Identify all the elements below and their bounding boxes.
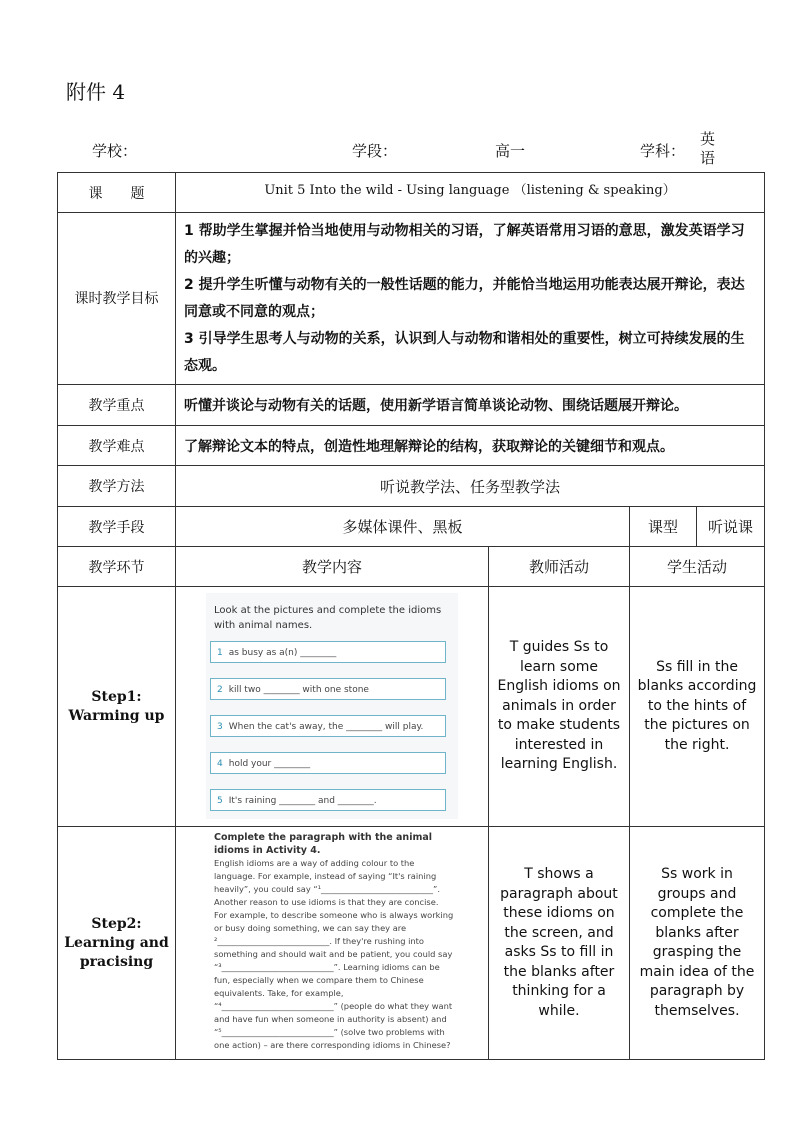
idiom-item: 4 hold your ________ [210, 752, 446, 774]
attachment-label: 附件 4 [66, 80, 126, 104]
difficulties-value: 了解辩论文本的特点，创造性地理解辩论的结构，获取辩论的关键细节和观点。 [176, 426, 765, 466]
goals-label: 课时教学目标 [58, 213, 176, 385]
difficulties-label: 教学难点 [58, 426, 176, 466]
step-row [58, 587, 765, 827]
subject-value: 英语 [700, 130, 716, 167]
student-activity: Ss work in groups and complete the blanks after grasping the main idea of the paragraph by themselves. [630, 827, 765, 1060]
goal-item: 2 提升学生听懂与动物有关的一般性话题的能力，并能恰当地运用功能表达展开辩论，表达同意或不同意的观点； [184, 276, 745, 320]
key-points-value: 听懂并谈论与动物有关的话题，使用新学语言简单谈论动物、围绕话题展开辩论。 [176, 385, 765, 426]
column-header-row [58, 547, 765, 587]
goals-row [58, 213, 765, 385]
idiom-item: 5 It's raining ________ and ________. [210, 789, 446, 811]
idiom-item: 2 kill two ________ with one stone [210, 678, 446, 700]
idiom-item: 3 When the cat's away, the ________ will play. [210, 715, 446, 737]
goals-list [176, 213, 765, 385]
key-points-label: 教学重点 [58, 385, 176, 426]
step-name: Step2: Learning and pracising [58, 827, 176, 1060]
step-name: Step1: Warming up [58, 587, 176, 827]
means-label: 教学手段 [58, 507, 176, 547]
school-label: 学校： [92, 142, 138, 160]
step-content [176, 587, 489, 827]
teacher-activity: T guides Ss to learn some English idioms on animals in order to make students interested in learning English. [489, 587, 630, 827]
methods-label: 教学方法 [58, 466, 176, 507]
student-activity: Ss fill in the blanks according to the hints of the pictures on the right. [630, 587, 765, 827]
column-header-content: 教学内容 [176, 547, 489, 587]
key-points-row [58, 385, 765, 426]
stage-label: 学段： [352, 142, 398, 160]
topic-label: 课 题 [58, 173, 176, 213]
teacher-activity: T shows a paragraph about these idioms on the screen, and asks Ss to fill in the blanks after thinking for a while. [489, 827, 630, 1060]
excerpt-paragraph: English idioms are a way of adding colour to the language. For example, instead of saying “It's raining heavily”, you could say “¹___________________________”. Another reason to use idioms is that they are concise. For example, to describe someone who is always working or busy doing something, we can say they are ²___________________________. If they're rushing into something and should wait and be patient, you could say “³___________________________”. Learning idioms can be fun, especially when we compare them to Chinese equivalents. Take, for example, “⁴___________________________” (people do what they want and have fun when someone in authority is absent) and “⁵___________________________” (solve two problems with one action) – are there corresponding idioms in Chinese? [214, 858, 454, 1050]
methods-value: 听说教学法、任务型教学法 [176, 466, 765, 507]
means-row [58, 507, 765, 547]
excerpt-instruction: Look at the pictures and complete the idioms with animal names. [214, 605, 442, 631]
step-row [58, 827, 765, 1060]
column-header-student: 学生活动 [630, 547, 765, 587]
means-value: 多媒体课件、黑板 [176, 507, 630, 547]
topic-row [58, 173, 765, 213]
excerpt-instruction: Complete the paragraph with the animal idioms in Activity 4. [214, 832, 433, 856]
goal-item: 1 帮助学生掌握并恰当地使用与动物相关的习语，了解英语常用习语的意思，激发英语学习的兴趣； [184, 222, 745, 266]
subject-label: 学科： [640, 142, 686, 160]
lesson-plan-table [57, 172, 765, 1060]
textbook-excerpt-paragraph [214, 831, 454, 1052]
topic-value: Unit 5 Into the wild - Using language （listening & speaking） [176, 173, 765, 213]
idiom-item: 1 as busy as a(n) ________ [210, 641, 446, 663]
textbook-excerpt-idioms [206, 593, 458, 819]
step-content [176, 827, 489, 1060]
methods-row [58, 466, 765, 507]
lesson-type-label: 课型 [630, 507, 697, 547]
column-header-teacher: 教师活动 [489, 547, 630, 587]
difficulties-row [58, 426, 765, 466]
goal-item: 3 引导学生思考人与动物的关系，认识到人与动物和谐相处的重要性，树立可持续发展的生态观。 [184, 330, 745, 374]
lesson-type-value: 听说课 [697, 507, 765, 547]
stage-value: 高一 [495, 142, 526, 160]
column-header-stage: 教学环节 [58, 547, 176, 587]
